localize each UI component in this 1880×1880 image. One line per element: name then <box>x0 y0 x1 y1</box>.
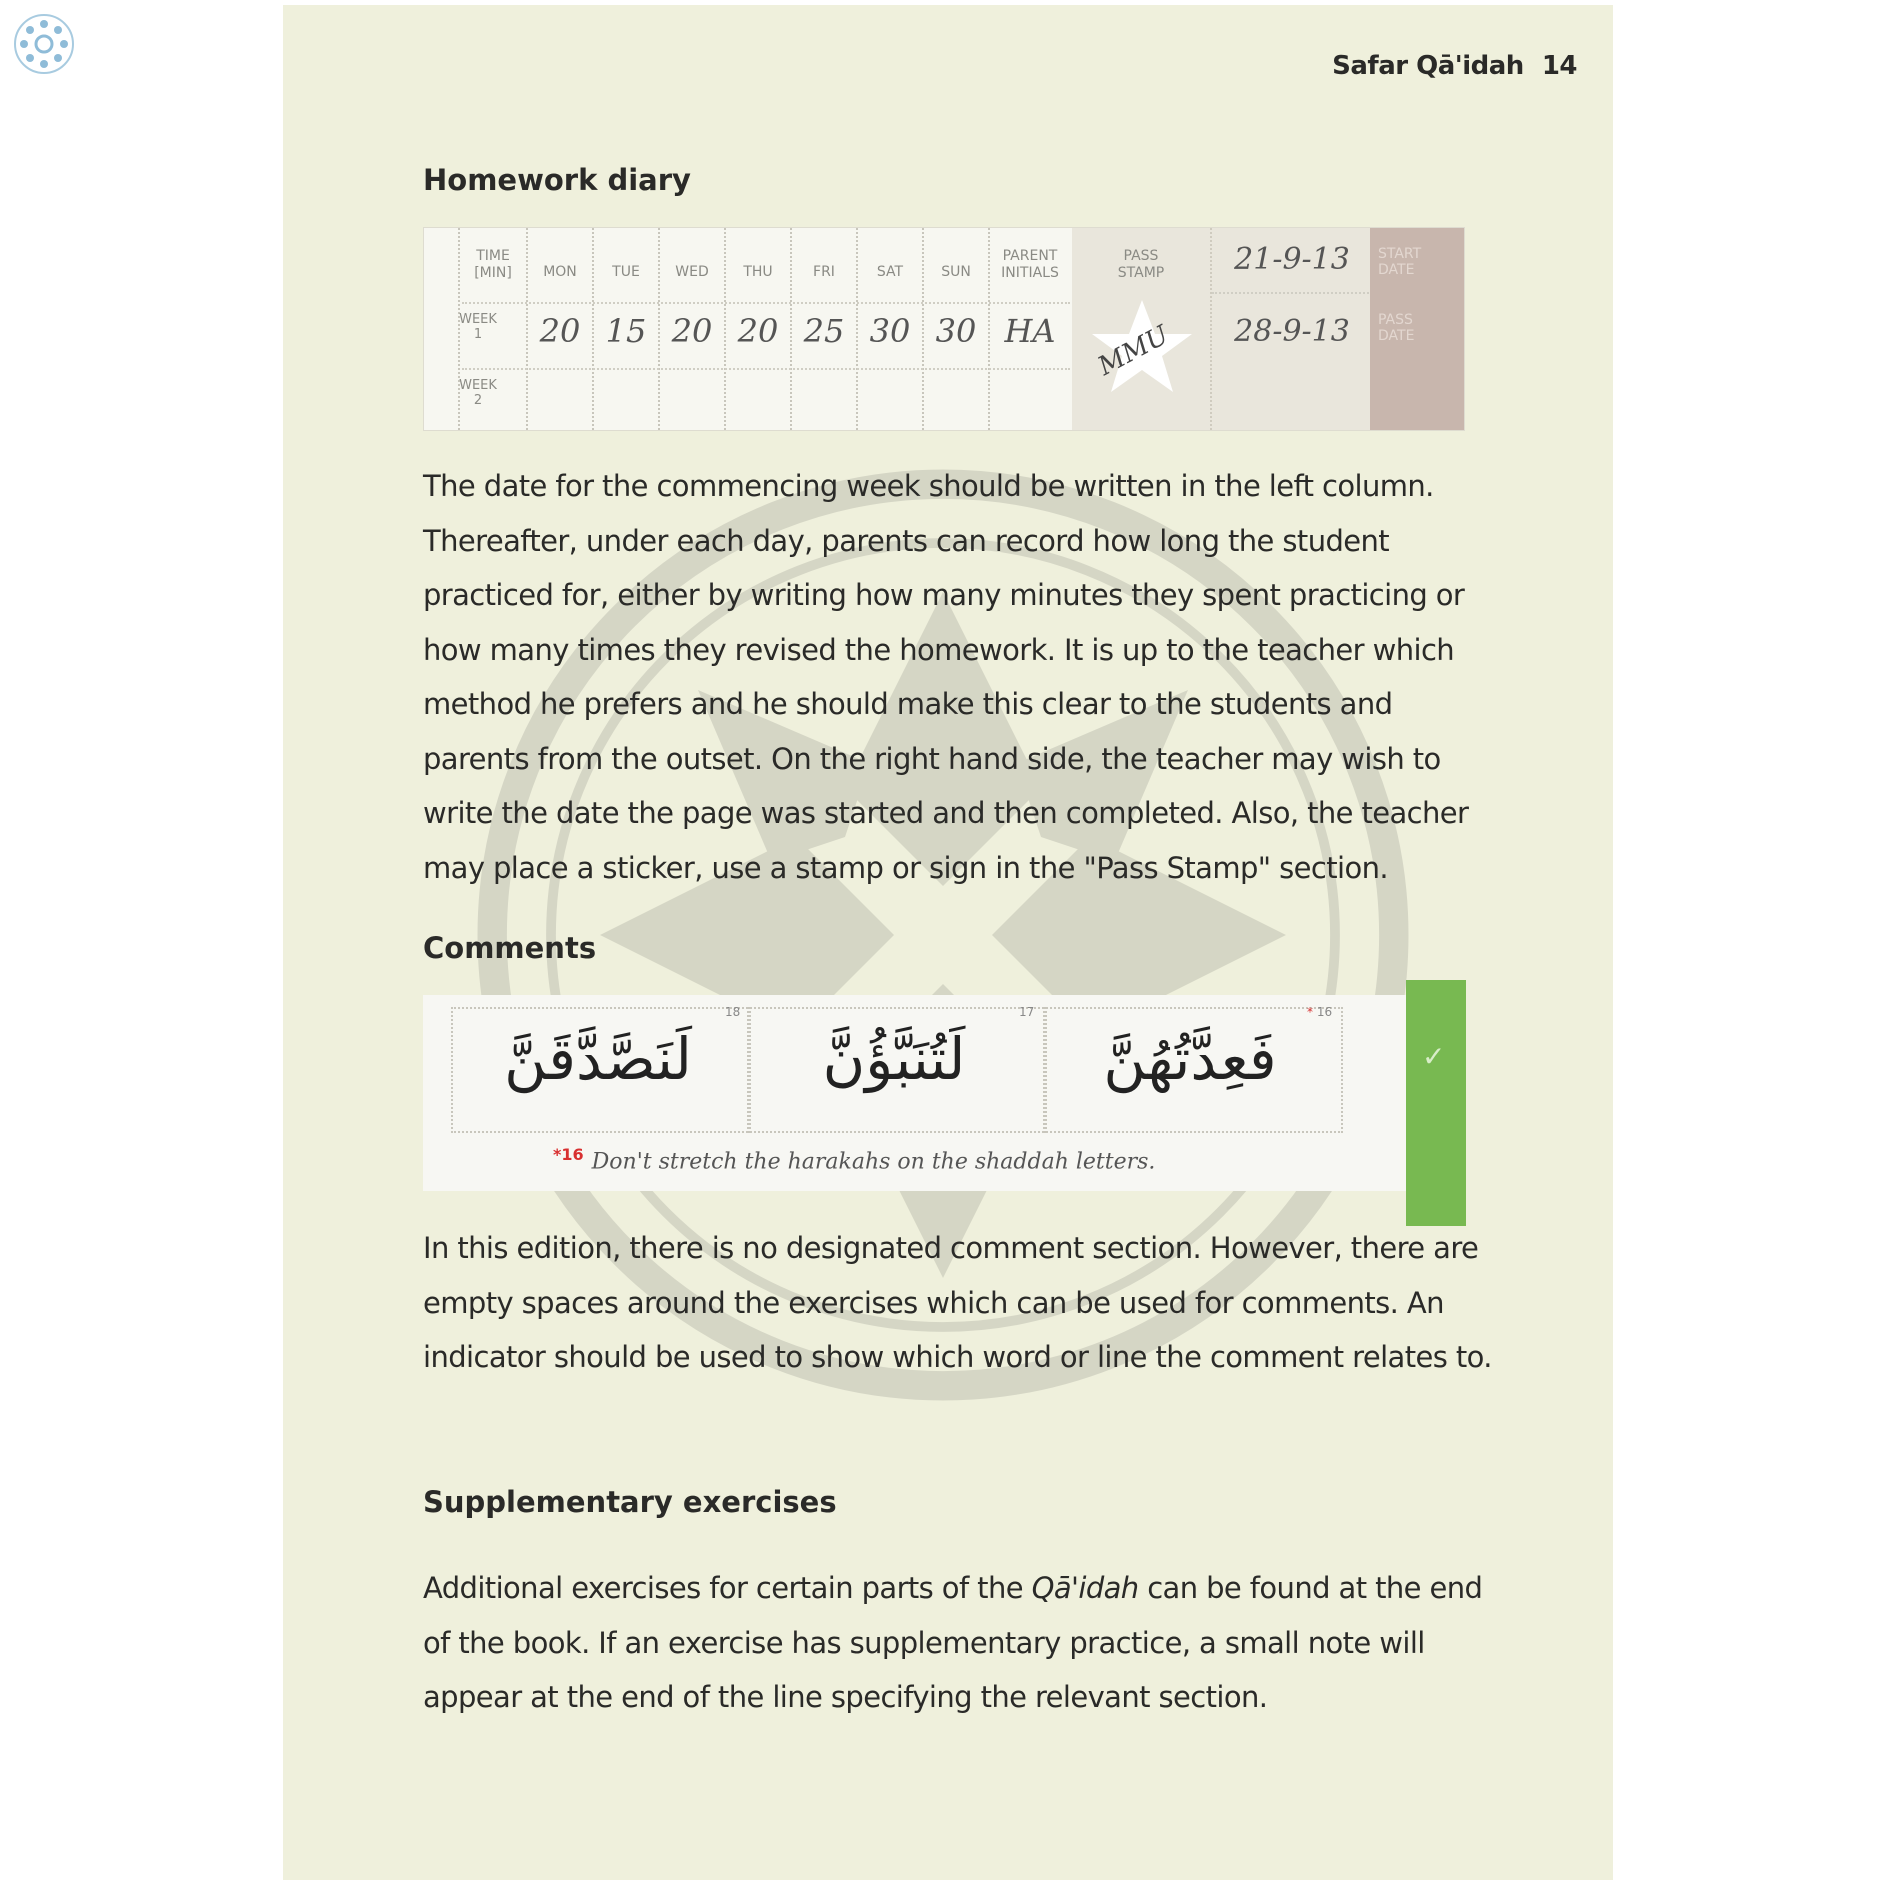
heading-supplementary-exercises: Supplementary exercises <box>423 1485 837 1519</box>
start-date-label: START DATE <box>1378 246 1422 278</box>
week1-tue-value: 15 <box>605 312 647 350</box>
pass-date-label: PASS DATE <box>1378 312 1415 344</box>
header-parent-initials: PARENT INITIALS <box>1001 248 1059 281</box>
teacher-comment-note: $^{*16}$ Don't stretch the harakahs on the shaddah letters. <box>553 1145 1156 1175</box>
header-tue: TUE <box>612 264 640 280</box>
comments-example-box <box>423 995 1413 1191</box>
word-number-18: 18 <box>725 1005 741 1019</box>
date-column <box>1210 228 1372 430</box>
homework-diary-table <box>423 227 1465 431</box>
comments-paragraph: In this edition, there is no designated comment section. However, there are empty spaces around the exercises which can be used for comments. An indicator should be used to show which word or line the comment relates to. <box>423 1231 1492 1374</box>
page-number: 14 <box>1541 51 1577 81</box>
homework-diary-paragraph: The date for the commencing week should be written in the left column. Thereafter, under each day, parents can record how long the student practiced for, either by writing how many minutes they spent practicing or how many times they revised the homework. It is up to the teacher which method he prefers and he should make this clear to the students and parents from the outset. On the right hand side, the teacher may wish to write the date the page was started and then completed. Also, the teacher may place a sticker, use a stamp or sign in the "Pass Stamp" section. <box>423 469 1469 885</box>
header-wed: WED <box>675 264 709 280</box>
week1-thu-value: 20 <box>737 312 779 350</box>
week1-sun-value: 30 <box>935 312 977 350</box>
week-2-label: WEEK 2 <box>459 378 497 408</box>
book-title: Safar Qā'idah <box>1332 51 1524 81</box>
week1-parent-initials: HA <box>1004 312 1056 350</box>
week1-mon-value: 20 <box>539 312 581 350</box>
header-sun: SUN <box>941 264 971 280</box>
header-fri: FRI <box>813 264 835 280</box>
book-page <box>283 5 1613 1880</box>
heading-homework-diary: Homework diary <box>423 163 691 197</box>
arabic-word-16: فَعِدَّتُهُنَّ <box>1103 1025 1277 1093</box>
header-mon: MON <box>543 264 577 280</box>
heading-comments: Comments <box>423 931 597 965</box>
arabic-word-18: لَنَصَّدَّقَنَّ <box>504 1025 692 1093</box>
running-header <box>1332 51 1577 81</box>
week1-sat-value: 30 <box>869 312 911 350</box>
header-sat: SAT <box>876 264 904 280</box>
week-1-label: WEEK 1 <box>459 312 497 342</box>
supplementary-paragraph: Additional exercises for certain parts of the Qā'idah can be found at the end of the book. If an exercise has supplementary practice, a small note will appear at the end of the line specifying the relevant section. <box>423 1571 1483 1714</box>
header-thu: THU <box>743 264 773 280</box>
stamp-signature: MMU <box>1093 320 1174 382</box>
check-icon: ✓ <box>1422 1040 1446 1073</box>
header-time: TIME [MIN] <box>474 248 512 281</box>
logo-icon <box>12 12 76 76</box>
word-number-17: 17 <box>1019 1005 1035 1019</box>
header-pass-stamp: PASS STAMP <box>1117 248 1165 281</box>
word-number-16: * 16 <box>1307 1005 1333 1019</box>
date-labels-column <box>1370 228 1464 430</box>
week1-fri-value: 25 <box>803 312 845 350</box>
arabic-word-17: لَتُنَبَّؤُنَّ <box>822 1025 966 1093</box>
start-date-value: 21-9-13 <box>1234 242 1350 277</box>
week1-wed-value: 20 <box>671 312 713 350</box>
pass-stamp-column <box>1072 228 1210 430</box>
green-page-tab <box>1406 980 1466 1226</box>
pass-date-value: 28-9-13 <box>1234 314 1350 349</box>
